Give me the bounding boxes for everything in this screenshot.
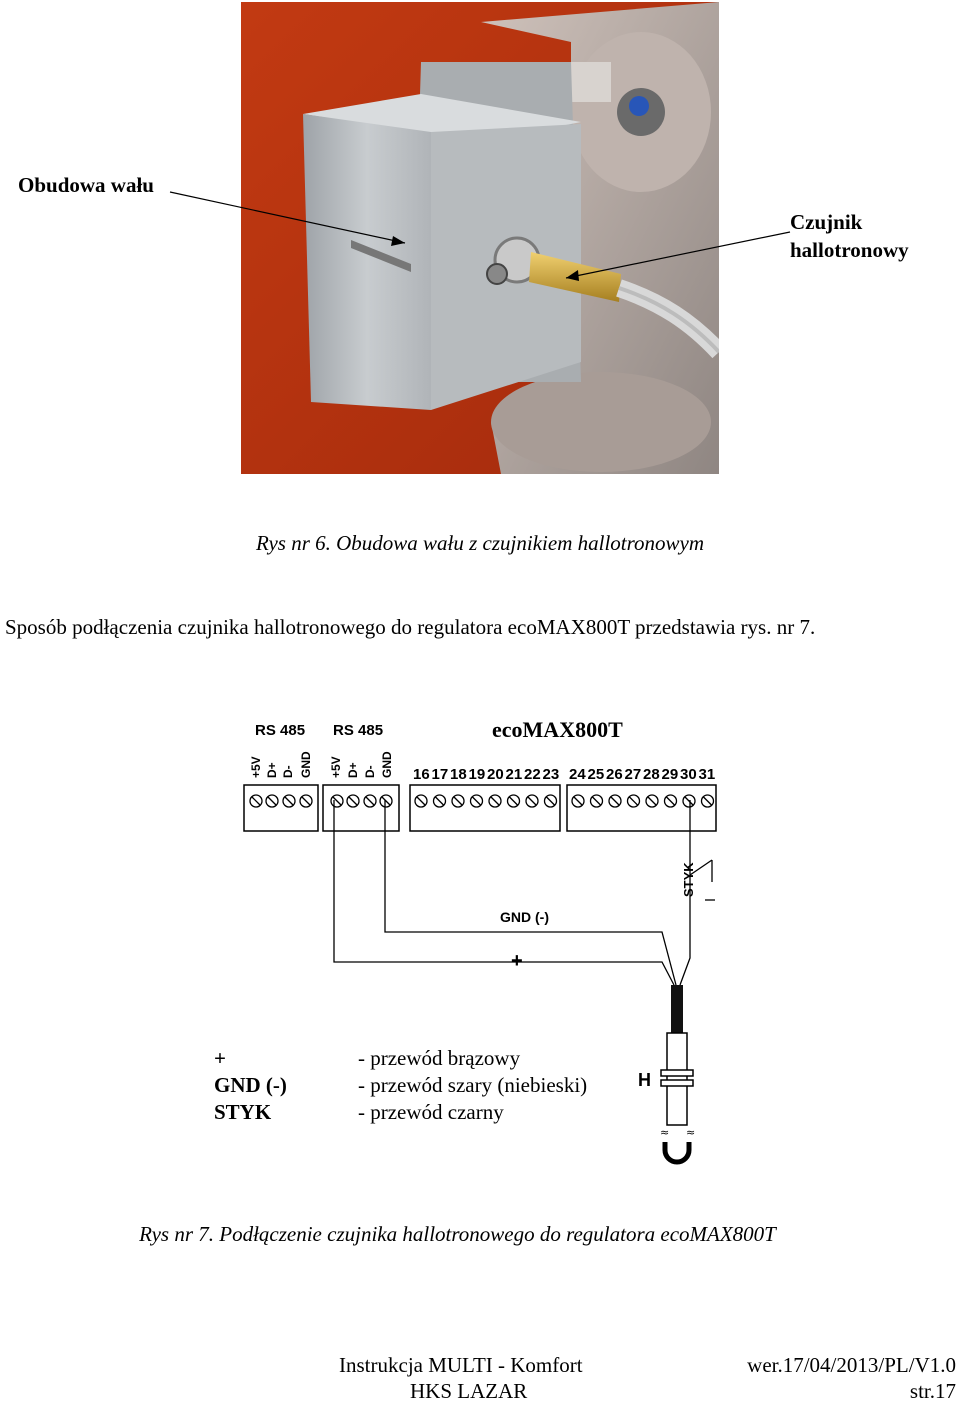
- terminal-label: 20: [487, 766, 504, 783]
- terminal-block-1: [410, 785, 560, 831]
- footer-company: HKS LAZAR: [410, 1379, 528, 1403]
- legend-desc: - przewód czarny: [358, 1100, 504, 1124]
- legend-key: GND (-): [214, 1073, 287, 1097]
- legend-row-plus: [214, 1045, 587, 1072]
- rs485-a-pin-gnd: GND: [299, 751, 313, 778]
- sensor-label-line1: Czujnik: [790, 210, 863, 234]
- figure7-caption: Rys nr 7. Podłączenie czujnika hallotronowego do regulatora ecoMAX800T: [139, 1222, 776, 1246]
- terminal-label: 16: [413, 766, 430, 783]
- magnet-icon: [665, 1142, 689, 1162]
- rs485-a-title: RS 485: [255, 722, 306, 739]
- rs485-b-pin-5v: +5V: [329, 756, 343, 778]
- rs485-b-pin-gnd: GND: [380, 751, 394, 778]
- svg-text:≈: ≈: [686, 1126, 696, 1139]
- plus-wire-label: +: [511, 950, 523, 972]
- rs485-b-pin-dminus: D-: [363, 765, 377, 778]
- terminal-label: 23: [542, 766, 560, 783]
- sensor-cable: [671, 985, 683, 1033]
- legend-row-styk: [214, 1099, 587, 1126]
- rs485-b-title: RS 485: [333, 722, 384, 739]
- rs485-a-pin-dminus: D-: [281, 765, 295, 778]
- gnd-wire-label: GND (-): [500, 909, 549, 925]
- terminal-label: 30: [680, 766, 697, 783]
- controller-title: ecoMAX800T: [492, 717, 623, 742]
- terminal-label: 27: [624, 766, 642, 783]
- terminal-label: 18: [450, 766, 467, 783]
- rs485-a-pin-dplus: D+: [265, 762, 279, 778]
- footer-page: str.17: [909, 1379, 956, 1403]
- legend-key: STYK: [214, 1100, 272, 1124]
- footer-version: wer.17/04/2013/PL/V1.0: [747, 1353, 956, 1377]
- housing-label: Obudowa wału: [18, 173, 154, 197]
- rs485-a-connector: [244, 785, 318, 831]
- intro-paragraph: Sposób podłączenia czujnika hallotronowego do regulatora ecoMAX800T przedstawia rys. nr 7.: [5, 615, 816, 639]
- legend-desc: - przewód brązowy: [358, 1046, 521, 1070]
- svg-text:≈: ≈: [660, 1126, 670, 1139]
- terminal-label: 19: [468, 766, 486, 783]
- hall-sensor-body: [667, 1033, 687, 1125]
- figure6-caption: Rys nr 6. Obudowa wału z czujnikiem hallotronowym: [256, 531, 704, 555]
- terminal-label: 22: [524, 766, 541, 783]
- sensor-label-line2: hallotronowy: [790, 238, 909, 262]
- terminal-label: 28: [643, 766, 660, 783]
- terminal-label: 26: [606, 766, 623, 783]
- legend-key: +: [214, 1046, 226, 1070]
- rs485-b-pin-dplus: D+: [346, 762, 360, 778]
- terminal-label: 25: [587, 766, 605, 783]
- sensor-label: [790, 208, 909, 264]
- terminal-label: 17: [431, 766, 449, 783]
- styk-wire-label: STYK: [681, 862, 696, 897]
- sensor-letter: H: [638, 1070, 651, 1090]
- footer-doc-title: Instrukcja MULTI - Komfort: [339, 1353, 583, 1377]
- rs485-a-pin-5v: +5V: [249, 756, 263, 778]
- legend-desc: - przewód szary (niebieski): [358, 1073, 588, 1097]
- terminal-label: 29: [661, 766, 679, 783]
- wire-legend: [214, 1045, 587, 1126]
- terminal-block-2: [567, 785, 716, 831]
- terminal-label: 31: [698, 766, 716, 783]
- legend-row-gnd: [214, 1072, 587, 1099]
- terminal-label: 24: [569, 766, 586, 783]
- terminal-label: 21: [505, 766, 523, 783]
